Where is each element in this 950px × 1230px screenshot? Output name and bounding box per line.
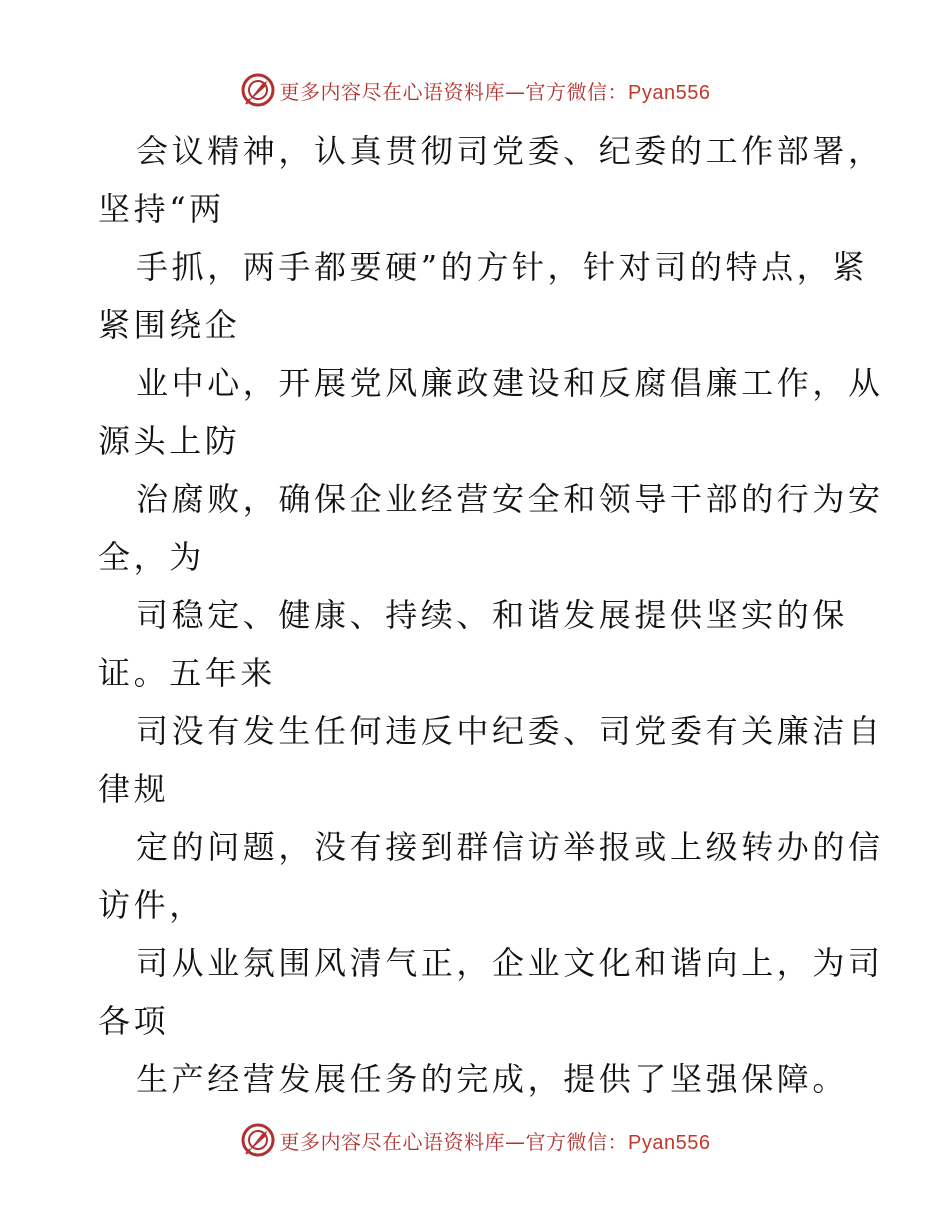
paragraph-line: 紧围绕企 xyxy=(98,306,241,344)
paragraph xyxy=(0,934,884,1050)
paragraph-line: 司从业氛围风清气正，企业文化和谐向上，为司 xyxy=(136,944,884,982)
paragraph xyxy=(0,122,884,238)
paragraph xyxy=(0,1050,858,1108)
paragraph xyxy=(0,586,858,702)
header-wechat-label: 官方微信： xyxy=(525,79,629,104)
paragraph-line: 访件， xyxy=(98,886,205,924)
paragraph xyxy=(0,702,884,818)
footer-brand-text: 更多内容尽在心语资料库— xyxy=(279,1129,526,1154)
footer-wechat-id: Pyan556 xyxy=(628,1131,711,1154)
footer-text xyxy=(280,1126,711,1155)
paragraph-line: 会议精神，认真贯彻司党委、纪委的工作部署， xyxy=(136,132,884,170)
paragraph xyxy=(0,470,884,586)
paragraph xyxy=(0,818,884,934)
footer-wechat-label: 官方微信： xyxy=(525,1129,629,1154)
footer-banner xyxy=(0,1120,950,1160)
paragraph-line: 生产经营发展任务的完成，提供了坚强保障。 xyxy=(136,1060,849,1098)
paragraph-line: 律规 xyxy=(98,770,170,808)
header-banner xyxy=(0,70,950,110)
header-wechat-id: Pyan556 xyxy=(628,81,711,104)
paragraph xyxy=(0,354,884,470)
paragraph-line: 司稳定、健康、持续、和谐发展提供坚实的保 xyxy=(136,596,849,634)
paragraph-line: 司没有发生任何违反中纪委、司党委有关廉洁自 xyxy=(136,712,884,750)
paragraph-line: 手抓，两手都要硬”的方针，针对司的特点，紧 xyxy=(136,248,868,286)
paragraph-line: 业中心，开展党风廉政建设和反腐倡廉工作，从 xyxy=(136,364,884,402)
document-body xyxy=(0,122,950,1108)
paragraph-line: 各项 xyxy=(98,1002,170,1040)
paragraph-line: 证。五年来 xyxy=(98,654,277,692)
paragraph-line: 坚持“两 xyxy=(98,190,225,228)
pen-circle-icon xyxy=(240,72,276,108)
paragraph-line: 全，为 xyxy=(98,538,205,576)
header-text xyxy=(280,76,711,105)
paragraph-line: 治腐败，确保企业经营安全和领导干部的行为安 xyxy=(136,480,884,518)
paragraph xyxy=(0,238,868,354)
pen-circle-icon xyxy=(240,1122,276,1158)
paragraph-line: 源头上防 xyxy=(98,422,241,460)
header-brand-text: 更多内容尽在心语资料库— xyxy=(279,79,526,104)
paragraph-line: 定的问题，没有接到群信访举报或上级转办的信 xyxy=(136,828,884,866)
